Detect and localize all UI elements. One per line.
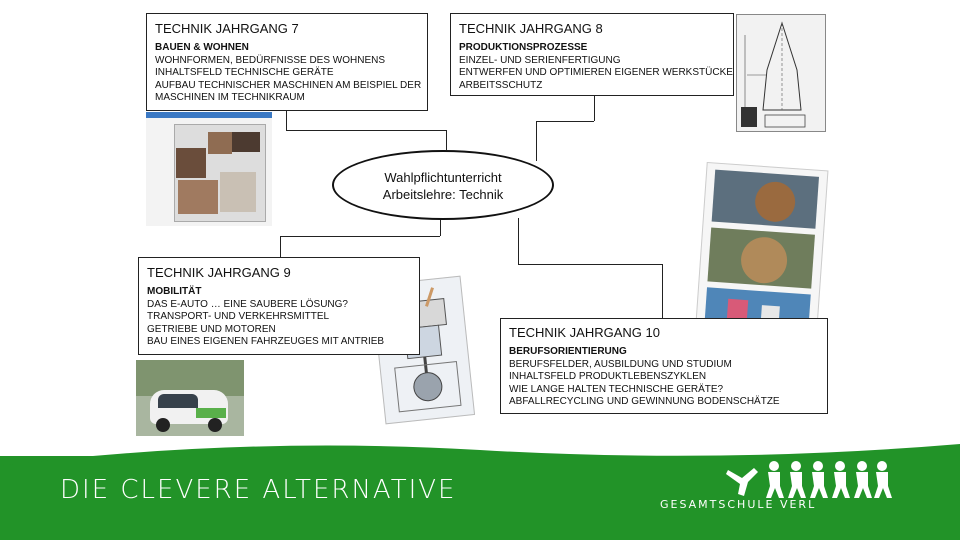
box-line: ARBEITSSCHUTZ bbox=[459, 79, 543, 91]
box-jahrgang-8 bbox=[450, 13, 734, 96]
box-title: TECHNIK JAHRGANG 7 bbox=[155, 21, 299, 36]
runners-logo-icon bbox=[724, 458, 894, 500]
box-line: MOBILITÄT bbox=[147, 286, 202, 297]
box-line: EINZEL- UND SERIENFERTIGUNG bbox=[459, 54, 621, 66]
box-line: BAU EINES EIGENEN FAHRZEUGES MIT ANTRIEB bbox=[147, 336, 385, 347]
box-jahrgang-10 bbox=[500, 318, 828, 414]
box-line: MASCHINEN IM TECHNIKRAUM bbox=[155, 92, 305, 103]
school-name: GESAMTSCHULE VERL bbox=[660, 498, 817, 511]
box-line: INHALTSFELD PRODUKTLEBENSZYKLEN bbox=[509, 371, 707, 382]
box-line: ABFALLRECYCLING UND GEWINNUNG BODENSCHÄTZE bbox=[509, 396, 780, 407]
box-line: ENTWERFEN UND OPTIMIEREN EIGENER WERKSTÜCKE bbox=[459, 67, 733, 78]
connector-j7-center bbox=[286, 110, 287, 130]
box-line: WOHNFORMEN, BEDÜRFNISSE DES WOHNENS bbox=[155, 54, 386, 66]
box-line: BERUFSORIENTIERUNG bbox=[509, 346, 627, 357]
connector-j7-center-v bbox=[446, 130, 447, 150]
box-line: WIE LANGE HALTEN TECHNISCHE GERÄTE? bbox=[509, 383, 724, 395]
connector-j8-center bbox=[594, 95, 595, 121]
box-jahrgang-7 bbox=[146, 13, 428, 111]
footer-slogan: DIE CLEVERE ALTERNATIVE bbox=[60, 475, 457, 505]
electric-car-image bbox=[136, 360, 244, 436]
connector-j8-center-v bbox=[536, 121, 537, 161]
connector-j10-center bbox=[518, 218, 519, 264]
box-title: TECHNIK JAHRGANG 10 bbox=[509, 325, 660, 340]
center-topic-line1: Wahlpflichtunterricht bbox=[384, 170, 502, 185]
connector-j9-center-v bbox=[440, 218, 441, 236]
connector-j8-center-h bbox=[536, 121, 594, 122]
center-topic-line2: Arbeitslehre: Technik bbox=[382, 187, 504, 202]
box-line: PRODUKTIONSPROZESSE bbox=[459, 42, 588, 53]
box-line: BERUFSFELDER, AUSBILDUNG UND STUDIUM bbox=[509, 358, 732, 370]
box-line: TRANSPORT- UND VERKEHRSMITTEL bbox=[147, 311, 330, 322]
center-topic bbox=[332, 150, 554, 220]
technical-drawing-image bbox=[736, 14, 826, 132]
connector-j9-center-h bbox=[280, 236, 440, 237]
connector-j9-center bbox=[280, 236, 281, 258]
box-jahrgang-9 bbox=[138, 257, 420, 355]
house-plan-image bbox=[146, 112, 272, 226]
connector-j10-center-v bbox=[662, 264, 663, 318]
box-title: TECHNIK JAHRGANG 8 bbox=[459, 21, 603, 36]
box-line: DAS E-AUTO … EINE SAUBERE LÖSUNG? bbox=[147, 298, 348, 310]
box-line: GETRIEBE UND MOTOREN bbox=[147, 323, 276, 335]
box-line: AUFBAU TECHNISCHER MASCHINEN AM BEISPIEL DER bbox=[155, 79, 422, 91]
connector-j7-center-h bbox=[286, 130, 446, 131]
box-line: BAUEN & WOHNEN bbox=[155, 42, 249, 53]
connector-j10-center-h bbox=[518, 264, 662, 265]
box-title: TECHNIK JAHRGANG 9 bbox=[147, 265, 291, 280]
box-line: INHALTSFELD TECHNISCHE GERÄTE bbox=[155, 67, 334, 78]
